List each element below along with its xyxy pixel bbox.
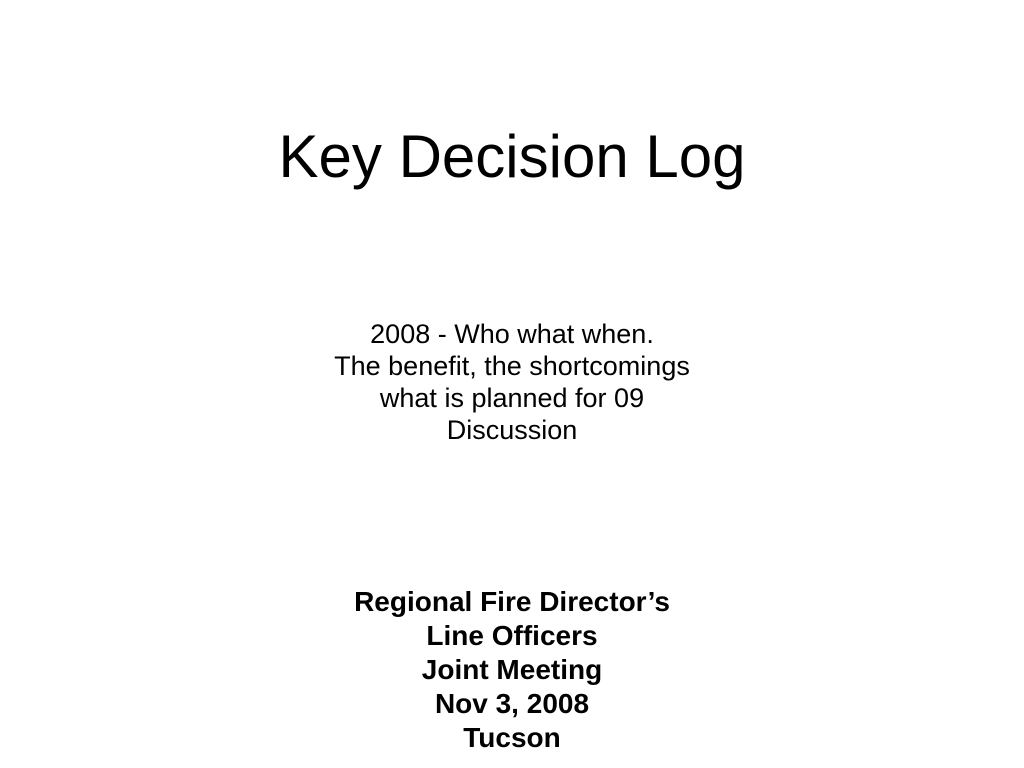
- title-block: [2, 121, 1022, 193]
- footer-line: Regional Fire Director’s: [354, 586, 670, 617]
- slide-title: Key Decision Log: [278, 123, 746, 190]
- footer-line: Joint Meeting: [421, 654, 603, 685]
- subtitle-line: The benefit, the shortcomings: [334, 351, 690, 381]
- footer-block: [2, 585, 1022, 755]
- subtitle-line: 2008 - Who what when.: [370, 319, 654, 349]
- footer-line: Tucson: [463, 722, 561, 753]
- footer-line: Nov 3, 2008: [434, 688, 590, 719]
- subtitle-line: Discussion: [446, 415, 578, 445]
- footer-line: Line Officers: [426, 620, 598, 651]
- subtitle-block: [2, 318, 1022, 446]
- subtitle-line: what is planned for 09: [379, 383, 645, 413]
